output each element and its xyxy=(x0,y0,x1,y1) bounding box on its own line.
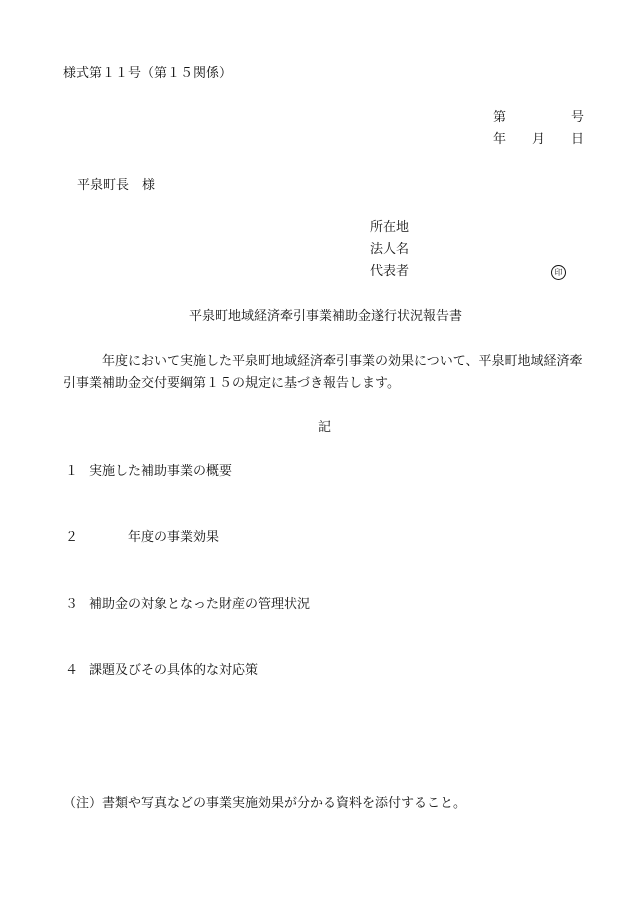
form-number: 様式第１１号（第１５関係） xyxy=(63,66,233,81)
footnote: （注）書類や写真などの事業実施効果が分かる資料を添付すること。 xyxy=(63,796,467,811)
body-line-2: 引事業補助金交付要綱第１５の規定に基づき報告します。 xyxy=(63,376,400,391)
addressee: 平泉町長 様 xyxy=(77,178,156,193)
representative-label: 代表者 xyxy=(370,264,410,279)
date-month: 月 xyxy=(532,132,546,147)
ki-heading: 記 xyxy=(318,420,332,435)
seal-icon: 印 xyxy=(551,265,566,280)
document-title: 平泉町地域経済牽引事業補助金遂行状況報告書 xyxy=(189,309,463,324)
item-2-number: ２ xyxy=(65,530,79,545)
item-4-number: ４ xyxy=(65,663,79,678)
doc-number-suffix: 号 xyxy=(571,110,585,125)
doc-number-prefix: 第 xyxy=(493,110,507,125)
address-label: 所在地 xyxy=(370,220,410,235)
item-4-text: 課題及びその具体的な対応策 xyxy=(89,663,259,678)
item-1-text: 実施した補助事業の概要 xyxy=(89,464,233,479)
date-year: 年 xyxy=(493,132,507,147)
seal-mark xyxy=(551,264,566,280)
corporation-name-label: 法人名 xyxy=(370,242,410,257)
item-2-text: 年度の事業効果 xyxy=(128,530,220,545)
item-1-number: １ xyxy=(65,464,79,479)
item-3-number: ３ xyxy=(65,597,79,612)
body-line-1: 年度において実施した平泉町地域経済牽引事業の効果について、平泉町地域経済牽 xyxy=(102,354,583,369)
item-3-text: 補助金の対象となった財産の管理状況 xyxy=(89,597,311,612)
date-day: 日 xyxy=(571,132,585,147)
